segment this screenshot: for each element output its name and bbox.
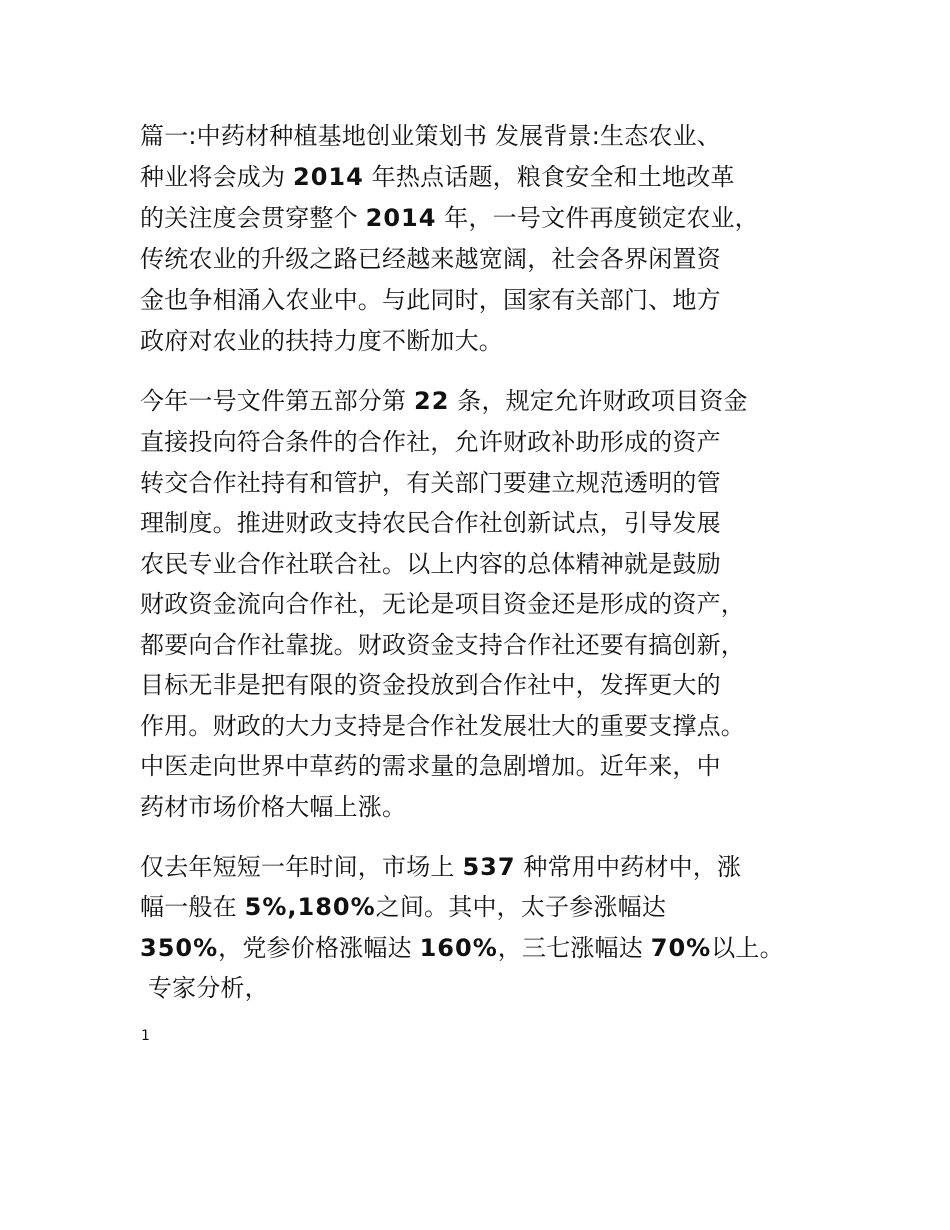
text-run: 之间。其中，太子参涨幅达 <box>375 893 667 921</box>
paragraph-3-line-2 <box>140 887 666 928</box>
paragraph-1-line-3 <box>140 198 759 239</box>
text-run: 种常用中药材中，涨 <box>515 853 742 881</box>
text-run: 今年一号文件第五部分第 <box>140 387 415 415</box>
paragraph-3-line-4 <box>140 968 269 1009</box>
text-run: 年热点话题，粮食安全和土地改革 <box>363 163 735 191</box>
text-run: 金也争相涌入农业中。与此同时，国家有关部门、地方 <box>140 286 721 314</box>
percent-value: 160% <box>419 934 498 962</box>
percent-value: 70% <box>650 934 712 962</box>
text-run: 专家分析， <box>140 974 269 1002</box>
paragraph-2-line-5 <box>140 544 721 585</box>
paragraph-2-line-10 <box>140 746 721 787</box>
paragraph-1-line-5 <box>140 280 721 321</box>
paragraph-1-line-1 <box>140 116 721 157</box>
text-run: 篇一:中药材种植基地创业策划书 发展背景:生态农业、 <box>140 122 721 150</box>
paragraph-2-line-3 <box>140 463 721 504</box>
text-run: 政府对农业的扶持力度不断加大。 <box>140 327 503 355</box>
text-run: 传统农业的升级之路已经越来越宽阔，社会各界闲置资 <box>140 245 721 273</box>
text-run: 年，一号文件再度锁定农业， <box>436 204 759 232</box>
text-run: 转交合作社持有和管护，有关部门要建立规范透明的管 <box>140 469 721 497</box>
text-run: 目标无非是把有限的资金投放到合作社中，发挥更大的 <box>140 671 721 699</box>
paragraph-2-line-4 <box>140 503 721 544</box>
text-run: 作用。财政的大力支持是合作社发展壮大的重要支撑点。 <box>140 712 745 740</box>
percent-value: 350% <box>140 934 219 962</box>
percent-range: 5%,180% <box>244 893 376 921</box>
year-number: 2014 <box>293 163 364 191</box>
paragraph-2-line-1 <box>140 381 748 422</box>
count-number: 537 <box>462 853 516 881</box>
paragraph-2-line-11 <box>140 787 406 828</box>
text-run: 仅去年短短一年时间，市场上 <box>140 853 463 881</box>
paragraph-2-line-8 <box>140 665 721 706</box>
paragraph-2-line-7 <box>140 625 745 666</box>
text-run: 的关注度会贯穿整个 <box>140 204 366 232</box>
text-run: 条，规定允许财政项目资金 <box>449 387 748 415</box>
paragraph-2-line-9 <box>140 706 745 747</box>
text-run: 农民专业合作社联合社。以上内容的总体精神就是鼓励 <box>140 550 721 578</box>
text-run: ，党参价格涨幅达 <box>218 934 420 962</box>
article-number: 22 <box>414 387 450 415</box>
paragraph-2-line-6 <box>140 584 745 625</box>
text-run: 直接投向符合条件的合作社，允许财政补助形成的资产 <box>140 428 721 456</box>
paragraph-1-line-6 <box>140 321 503 362</box>
paragraph-3-line-1 <box>140 847 741 888</box>
paragraph-3-line-3 <box>140 928 784 969</box>
year-number: 2014 <box>365 204 437 232</box>
text-run: ，三七涨幅达 <box>497 934 651 962</box>
text-run: 种业将会成为 <box>140 163 294 191</box>
text-run: 财政资金流向合作社，无论是项目资金还是形成的资产， <box>140 590 745 618</box>
text-run: 都要向合作社靠拢。财政资金支持合作社还要有搞创新， <box>140 631 745 659</box>
page-number: 1 <box>141 1028 150 1044</box>
text-run: 药材市场价格大幅上涨。 <box>140 793 407 821</box>
paragraph-2-line-2 <box>140 422 721 463</box>
paragraph-1-line-4 <box>140 239 721 280</box>
text-run: 中医走向世界中草药的需求量的急剧增加。近年来，中 <box>140 752 721 780</box>
text-run: 幅一般在 <box>140 893 245 921</box>
paragraph-1-line-2 <box>140 157 735 198</box>
text-run: 以上。 <box>711 934 784 962</box>
text-run: 理制度。推进财政支持农民合作社创新试点，引导发展 <box>140 509 721 537</box>
